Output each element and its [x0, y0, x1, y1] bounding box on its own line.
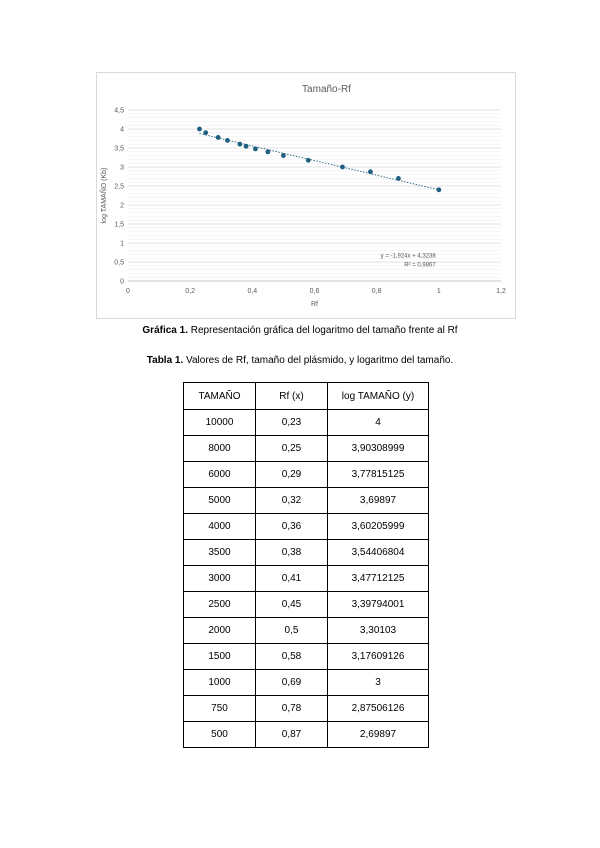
- table-row: [184, 696, 429, 722]
- x-tick-label: 1,2: [496, 288, 506, 295]
- cell-log-tamano: 3,90308999: [328, 436, 429, 462]
- cell-log-tamano: 3: [328, 670, 429, 696]
- cell-log-tamano: 3,54406804: [328, 540, 429, 566]
- cell-log-tamano: 3,69897: [328, 488, 429, 514]
- cell-log-tamano: 2,87506126: [328, 696, 429, 722]
- cell-tamano: 500: [184, 722, 256, 748]
- data-point: [244, 144, 249, 149]
- cell-rf: 0,78: [256, 696, 328, 722]
- table-body: [184, 410, 429, 748]
- cell-rf: 0,23: [256, 410, 328, 436]
- cell-rf: 0,87: [256, 722, 328, 748]
- table-caption-label: Tabla 1.: [146, 355, 184, 366]
- cell-rf: 0,36: [256, 514, 328, 540]
- trendline: [199, 134, 438, 190]
- cell-log-tamano: 2,69897: [328, 722, 429, 748]
- figure-caption-text: Representación gráfica del logaritmo del tamaño frente al Rf: [188, 325, 458, 336]
- data-point: [396, 176, 401, 181]
- chart-title: Tamaño-Rf: [302, 84, 351, 95]
- x-tick-label: 0,8: [371, 288, 382, 295]
- y-tick-label: 1,5: [114, 221, 124, 229]
- data-point: [238, 142, 243, 147]
- table-row: [184, 488, 429, 514]
- chart-container: [96, 72, 516, 319]
- table-row: [184, 410, 429, 436]
- cell-rf: 0,29: [256, 462, 328, 488]
- cell-tamano: 1000: [184, 670, 256, 696]
- table-row: [184, 566, 429, 592]
- x-tick-label: 0,6: [309, 288, 320, 295]
- table-header-row: [184, 383, 429, 410]
- table-row: [184, 436, 429, 462]
- r-squared-label: R² = 0,9867: [404, 262, 436, 269]
- header-tamano: TAMAÑO: [184, 383, 256, 410]
- header-log-tamano: log TAMAÑO (y): [328, 383, 429, 410]
- cell-log-tamano: 3,47712125: [328, 566, 429, 592]
- table-row: [184, 540, 429, 566]
- y-tick-label: 2,5: [114, 183, 124, 191]
- data-point: [203, 130, 208, 135]
- data-point: [436, 187, 441, 192]
- table-row: [184, 592, 429, 618]
- cell-rf: 0,69: [256, 670, 328, 696]
- y-tick-label: 0: [120, 278, 124, 286]
- scatter-chart: [97, 73, 517, 320]
- table-row: [184, 514, 429, 540]
- cell-tamano: 10000: [184, 410, 256, 436]
- table-row: [184, 670, 429, 696]
- y-tick-label: 4: [120, 126, 124, 134]
- cell-log-tamano: 3,30103: [328, 618, 429, 644]
- cell-rf: 0,41: [256, 566, 328, 592]
- data-point: [306, 158, 311, 163]
- figure-caption: [0, 325, 600, 336]
- y-tick-label: 2: [120, 202, 124, 210]
- cell-tamano: 2500: [184, 592, 256, 618]
- figure-caption-label: Gráfica 1.: [142, 325, 188, 336]
- data-point: [225, 138, 230, 143]
- cell-log-tamano: 4: [328, 410, 429, 436]
- table-caption-text: Valores de Rf, tamaño del plásmido, y logaritmo del tamaño.: [183, 355, 454, 366]
- y-tick-label: 3,5: [114, 145, 124, 153]
- trendline-equation: y = -1,924x + 4,3238: [380, 253, 436, 260]
- cell-rf: 0,25: [256, 436, 328, 462]
- table-caption: [0, 355, 600, 366]
- cell-tamano: 5000: [184, 488, 256, 514]
- y-tick-label: 0,5: [114, 259, 124, 267]
- cell-tamano: 3000: [184, 566, 256, 592]
- x-tick-label: 0,4: [247, 288, 258, 295]
- data-point: [253, 146, 258, 151]
- data-point: [281, 153, 286, 158]
- y-axis-label: log TAMAÑO (Kb): [101, 167, 108, 224]
- x-axis-label: Rf: [311, 301, 318, 308]
- data-point: [368, 169, 373, 174]
- cell-rf: 0,45: [256, 592, 328, 618]
- cell-tamano: 1500: [184, 644, 256, 670]
- x-tick-label: 0: [126, 288, 130, 295]
- data-point: [197, 127, 202, 132]
- data-point: [265, 149, 270, 154]
- x-tick-label: 1: [436, 288, 441, 295]
- cell-tamano: 6000: [184, 462, 256, 488]
- cell-rf: 0,58: [256, 644, 328, 670]
- table-row: [184, 618, 429, 644]
- cell-tamano: 3500: [184, 540, 256, 566]
- y-tick-label: 3: [120, 164, 124, 172]
- cell-tamano: 2000: [184, 618, 256, 644]
- cell-log-tamano: 3,77815125: [328, 462, 429, 488]
- table-row: [184, 644, 429, 670]
- data-table: [183, 382, 429, 748]
- cell-rf: 0,38: [256, 540, 328, 566]
- cell-tamano: 4000: [184, 514, 256, 540]
- cell-rf: 0,5: [256, 618, 328, 644]
- x-tick-label: 0,2: [185, 288, 196, 295]
- y-tick-label: 4,5: [114, 107, 124, 115]
- data-point: [340, 165, 345, 170]
- cell-log-tamano: 3,60205999: [328, 514, 429, 540]
- cell-log-tamano: 3,17609126: [328, 644, 429, 670]
- cell-log-tamano: 3,39794001: [328, 592, 429, 618]
- cell-rf: 0,32: [256, 488, 328, 514]
- table-row: [184, 722, 429, 748]
- data-point: [216, 135, 221, 140]
- header-rf: Rf (x): [256, 383, 328, 410]
- table-row: [184, 462, 429, 488]
- cell-tamano: 8000: [184, 436, 256, 462]
- y-tick-label: 1: [120, 240, 124, 248]
- cell-tamano: 750: [184, 696, 256, 722]
